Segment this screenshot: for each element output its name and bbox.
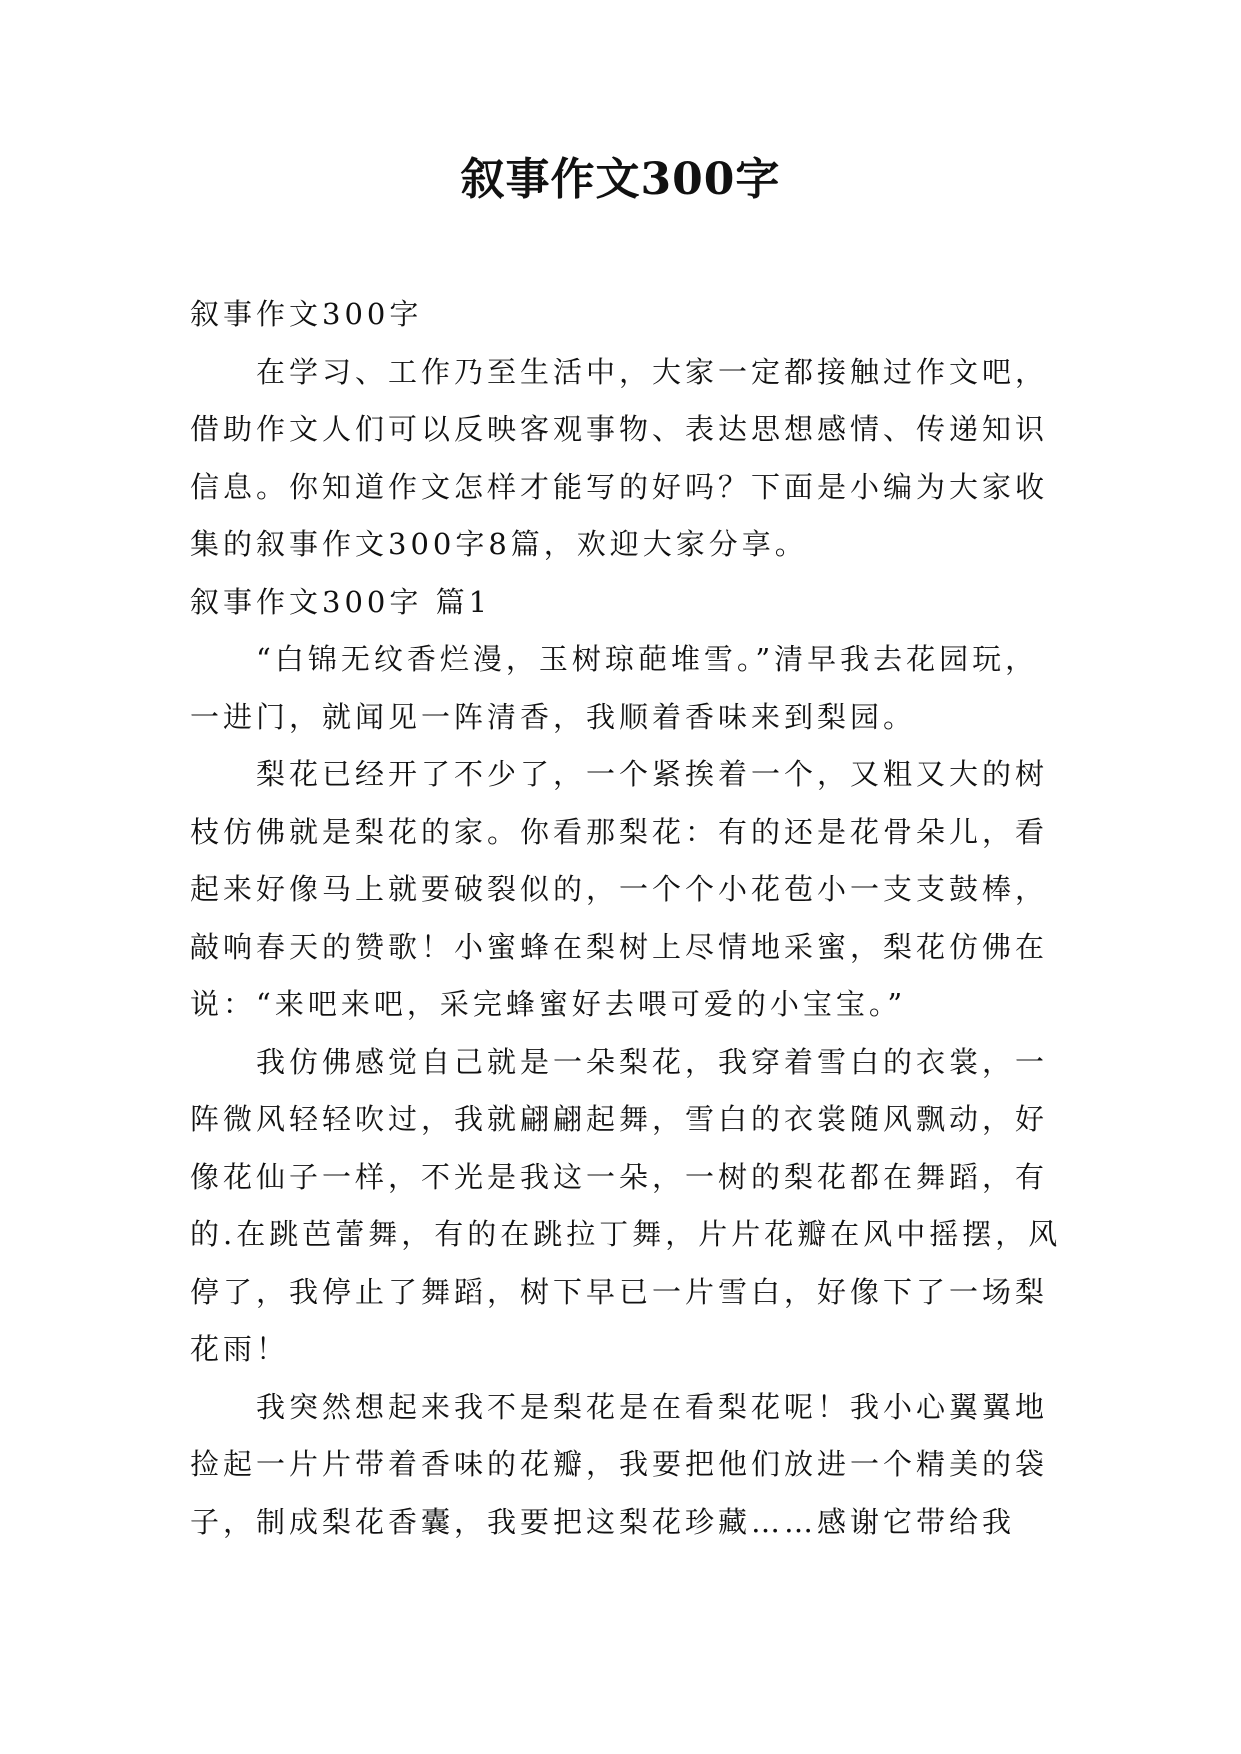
document-title: 叙事作文300字 bbox=[460, 154, 781, 205]
body-paragraph: “白锦无纹香烂漫，玉树琼葩堆雪。”清早我去花园玩，一进门，就闻见一阵清香，我顺着香味来到梨园。 bbox=[190, 642, 1039, 734]
intro-paragraph: 在学习、工作乃至生活中，大家一定都接触过作文吧，借助作文人们可以反映客观事物、表达思想感情、传递知识信息。你知道作文怎样才能写的好吗？下面是小编为大家收集的叙事作文300字8篇，欢迎大家分享。 bbox=[190, 354, 1049, 561]
body-paragraph: 梨花已经开了不少了，一个紧挨着一个，又粗又大的树枝仿佛就是梨花的家。你看那梨花：有的还是花骨朵儿，看起来好像马上就要破裂似的，一个个小花苞小一支支鼓棒，敲响春天的赞歌！小蜜蜂在梨树上尽情地采蜜，梨花仿佛在说：“来吧来吧，采完蜂蜜好去喂可爱的小宝宝。” bbox=[190, 757, 1049, 1021]
body-paragraph: 我仿佛感觉自己就是一朵梨花，我穿着雪白的衣裳，一阵微风轻轻吹过，我就翩翩起舞，雪白的衣裳随风飘动，好像花仙子一样，不光是我这一朵，一树的梨花都在舞蹈，有的.在跳芭蕾舞，有的在跳拉丁舞，片片花瓣在风中摇摆，风停了，我停止了舞蹈，树下早已一片雪白，好像下了一场梨花雨！ bbox=[190, 1044, 1062, 1366]
document-subtitle: 叙事作文300字 bbox=[190, 297, 423, 331]
body-paragraph: 我突然想起来我不是梨花是在看梨花呢！我小心翼翼地捡起一片片带着香味的花瓣，我要把他们放进一个精美的袋子，制成梨花香囊，我要把这梨花珍藏……感谢它带给我 bbox=[190, 1389, 1049, 1539]
section-heading: 叙事作文300字 篇1 bbox=[190, 584, 492, 619]
document-body bbox=[190, 286, 1070, 1551]
